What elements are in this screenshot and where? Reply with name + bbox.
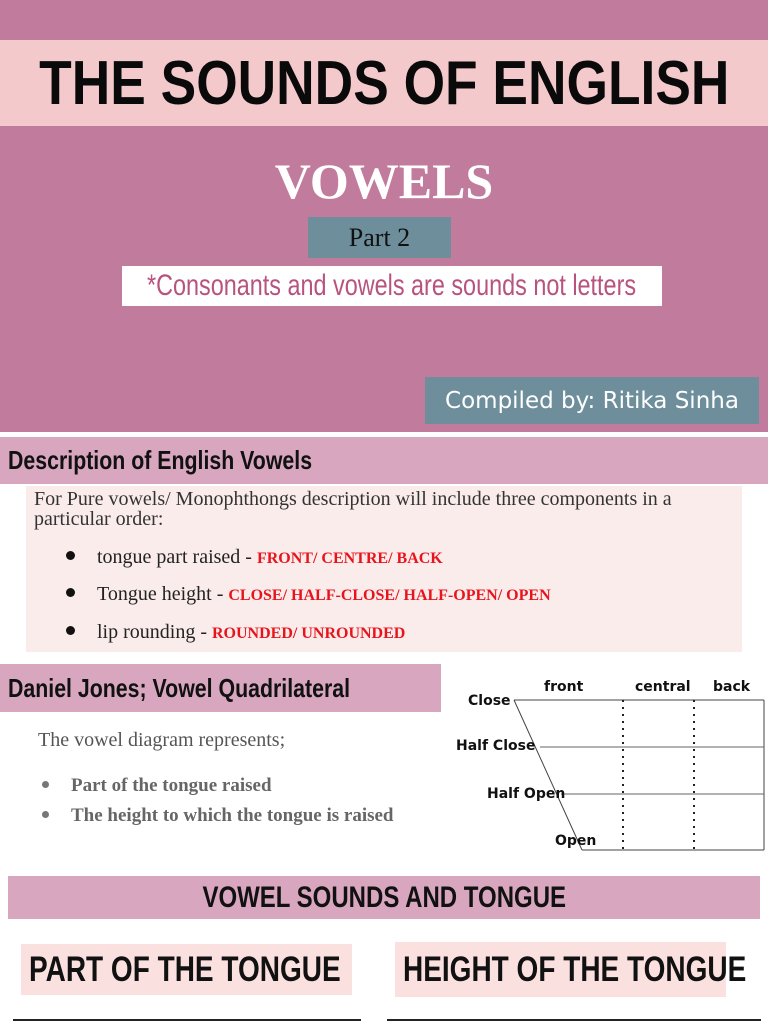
part-of-tongue-text: PART OF THE TONGUE [29,949,341,989]
quadrilateral-header [0,664,441,712]
part-label: Part 2 [308,217,451,258]
vowel-sounds-heading: VOWEL SOUNDS AND TONGUE [202,880,566,914]
note-text: *Consonants and vowels are sounds not letters [147,269,637,302]
item-label: tongue part raised - [97,546,252,568]
description-header [0,437,768,484]
item-label: Tongue height - [97,583,224,605]
row-label: Half Open [487,786,566,802]
row-label: Open [555,833,597,849]
right-box-border [387,1019,761,1021]
description-intro: For Pure vowels/ Monophthongs description will include three components in a particular order: [34,488,672,530]
list-item [66,546,443,569]
page-title: THE SOUNDS OF ENGLISH [38,48,730,118]
item-values: ROUNDED/ UNROUNDED [212,625,406,642]
vowel-quadrilateral-diagram [440,670,768,860]
part-of-tongue-label [21,944,352,995]
item-values: FRONT/ CENTRE/ BACK [256,550,443,567]
quadrilateral-heading: Daniel Jones; Vowel Quadrilateral [8,672,351,703]
bullet-icon [66,626,75,635]
top-band [0,0,768,40]
item-values: CLOSE/ HALF-CLOSE/ HALF-OPEN/ OPEN [228,587,551,604]
point-text: The height to which the tongue is raised [71,805,394,826]
column-label: front [544,679,584,695]
left-box-border [13,1019,361,1021]
compiled-by-badge: Compiled by: Ritika Sinha [425,377,759,424]
bullet-icon [66,588,75,597]
bullet-icon [42,781,49,788]
point-text: Part of the tongue raised [71,775,272,796]
list-item [42,775,272,797]
diagram-intro: The vowel diagram represents; [38,729,286,751]
height-of-tongue-text: HEIGHT OF THE TONGUE [403,949,747,989]
vowel-sounds-header [8,876,760,919]
column-label: central [635,679,691,695]
front-edge [514,700,582,850]
height-of-tongue-label [395,942,747,997]
row-label: Half Close [456,738,536,754]
title-band [0,40,768,126]
item-label: lip rounding - [97,621,207,643]
bullet-icon [42,811,49,818]
list-item [66,621,405,644]
section-subtitle: VOWELS [274,153,494,209]
list-item [66,583,551,606]
bullet-icon [66,551,75,560]
column-label: back [713,679,751,695]
note-box [122,266,662,306]
row-label: Close [468,693,511,709]
list-item [42,805,394,827]
description-heading: Description of English Vowels [8,445,313,475]
